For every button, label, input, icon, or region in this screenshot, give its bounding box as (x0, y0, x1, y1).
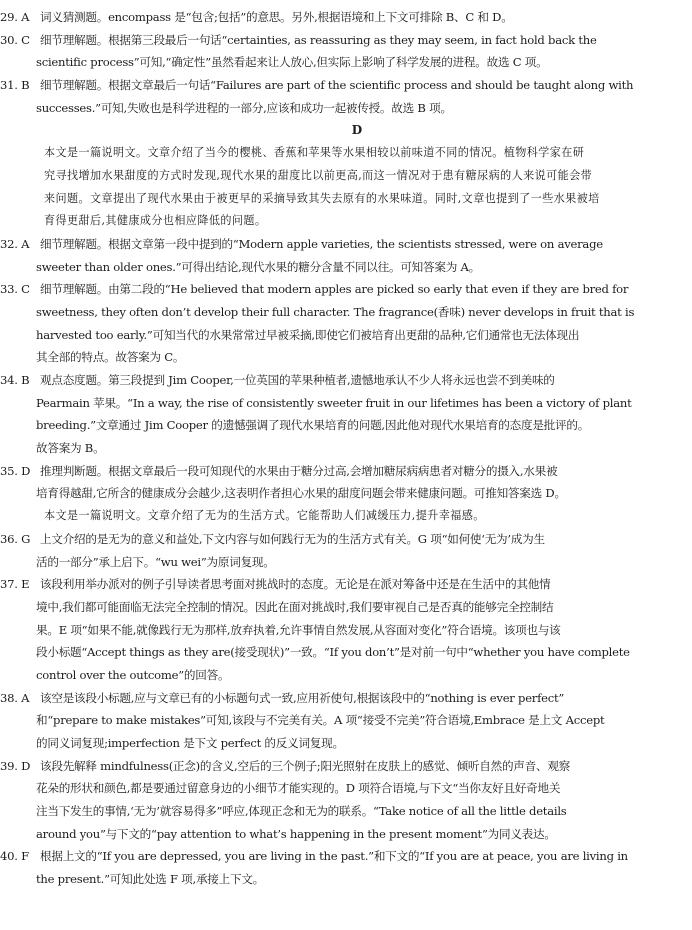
line-text: breeding.”文章通过 Jim Cooper 的遗憾强调了现代水果培育的问题,因此他对现代水果培育的态度是批评的。 (36, 418, 590, 433)
explanation-line (36, 800, 678, 823)
line-text: the present.”可知此处选 F 项,承接上下文。 (36, 872, 265, 887)
answer-explanations (0, 6, 678, 891)
line-text: Pearmain 苹果。“In a way, the rise of consistently sweeter fruit in our lifetimes has been a victory of plant (36, 395, 632, 410)
explanation-line (0, 528, 678, 551)
line-text: 细节理解题。根据文章最后一句话“Failures are part of the scientific process and should be taught along with (40, 78, 634, 93)
explanation-line (36, 777, 678, 800)
explanation-line (0, 755, 678, 778)
line-text: 注当下发生的事情,‘无为’就容易得多”呼应,体现正念和无为的联系。“Take notice of all the little details (36, 804, 567, 819)
line-text: 观点态度题。第三段提到 Jim Cooper,一位英国的苹果种植者,遗憾地承认不少人将永远也尝不到美味的 (40, 373, 555, 387)
question-answer: 38. A (0, 690, 30, 705)
line-text: sweetness, they often don’t develop their full character. The fragrance(香味) never develops in fruit that is (36, 304, 635, 319)
line-text: harvested too early.”可知当代的水果常常过早被采摘,即使它们被培育出更甜的品种,它们通常也无法体现出 (36, 327, 580, 342)
line-text: 本文是一篇说明文。文章介绍了当今的樱桃、香蕉和苹果等水果相较以前味道不同的情况。植物科学家在研 (44, 146, 585, 160)
explanation-line (36, 324, 678, 347)
explanation-line (36, 823, 678, 846)
explanation-line (36, 664, 678, 687)
line-text: 细节理解题。由第二段的“He believed that modern apples are picked so early that even if they are bred for (40, 282, 629, 297)
line-text: 花朵的形状和颜色,都是要通过留意身边的小细节才能实现的。D 项符合语境,与下文“当你友好且好奇地关 (36, 781, 561, 796)
line-text: successes.”可知,失败也是科学进程的一部分,应该和成功一起被传授。故选 B 项。 (36, 100, 452, 115)
line-text: 上文介绍的是无为的意义和益处,下文内容与如何践行无为的生活方式有关。G 项“如何使‘无为’成为生 (40, 531, 545, 546)
line-text: 根据上文的“If you are depressed, you are living in the past.”和下文的“If you are at peace, you are living in (40, 849, 628, 864)
passage-summary-line (36, 210, 678, 233)
line-text: 推理判断题。根据文章最后一段可知现代的水果由于糖分过高,会增加糖尿病病患者对糖分的摄入,水果被 (40, 463, 558, 478)
explanation-line (36, 437, 678, 460)
line-text: 究寻找增加水果甜度的方式时发现,现代水果的甜度比以前更高,而这一情况对于患有糖尿病的人来说可能会带 (44, 168, 593, 182)
explanation-line (36, 709, 678, 732)
line-text: 育得更甜后,其健康成分也相应降低的问题。 (44, 214, 267, 228)
line-text: 本文是一篇说明文。文章介绍了无为的生活方式。它能帮助人们减缓压力,提升幸福感。 (44, 509, 485, 523)
explanation-line (0, 233, 678, 256)
explanation-line (0, 29, 678, 52)
line-text: 故答案为 B。 (36, 441, 105, 456)
explanation-line (0, 845, 678, 868)
passage-summary-line (36, 142, 678, 165)
line-text: scientific process”可知,“确定性”虽然看起来让人放心,但实际上影响了科学发展的进程。故选 C 项。 (36, 55, 548, 70)
line-text: 和“prepare to make mistakes”可知,该段与不完美有关。A 项“接受不完美”符合语境,Embrace 是上文 Accept (36, 713, 605, 728)
explanation-line (36, 392, 678, 415)
line-text: 该段先解释 mindfulness(正念)的含义,空后的三个例子;阳光照射在皮肤上的感觉、倾听自然的声音、观察 (40, 758, 571, 773)
passage-summary-line (36, 505, 678, 528)
explanation-line (36, 868, 678, 891)
explanation-line (36, 51, 678, 74)
question-answer: 32. A (0, 236, 30, 251)
line-text: 词义猜测题。encompass 是“包含;包括”的意思。另外,根据语境和上下文可排除 B、C 和 D。 (40, 10, 513, 24)
line-text: 该空是该段小标题,应与文章已有的小标题句式一致,应用祈使句,根据该段中的“nothing is ever perfect” (40, 690, 565, 705)
line-text: 活的一部分”承上启下。“wu wei”为原词复现。 (36, 554, 275, 569)
line-text: 的同义词复现;imperfection 是下文 perfect 的反义词复现。 (36, 736, 344, 750)
explanation-line (36, 97, 678, 120)
question-answer: 36. G (0, 531, 31, 546)
line-text: 细节理解题。根据第三段最后一句话“certainties, as reassuring as they may seem, in fact hold back the (40, 32, 597, 47)
line-text: 该段利用举办派对的例子引导读者思考面对挑战时的态度。无论是在派对筹备中还是在生活中的其他情 (40, 577, 551, 592)
line-text: 细节理解题。根据文章第一段中提到的“Modern apple varieties, the scientists stressed, were on average (40, 236, 603, 251)
question-answer: 37. E (0, 577, 30, 592)
explanation-line (36, 301, 678, 324)
explanation-line (36, 641, 678, 664)
explanation-line (36, 256, 678, 279)
explanation-line (36, 619, 678, 642)
line-text: 来问题。文章提出了现代水果由于被更早的采摘导致其失去原有的水果味道。同时,文章也提到了一些水果被培 (44, 191, 600, 205)
line-text: 境中,我们都可能面临无法完全控制的情况。因此在面对挑战时,我们要审视自己是否真的能够完全控制结 (36, 599, 554, 614)
explanation-line (0, 460, 678, 483)
question-answer: 35. D (0, 463, 31, 478)
line-text: sweeter than older ones.”可得出结论,现代水果的糖分含量不同以往。可知答案为 A。 (36, 259, 480, 274)
passage-summary-line (36, 188, 678, 211)
line-text: 段小标题“Accept things as they are(接受现状)”一致。“If you don’t”是对前一句中“whether you have complete (36, 645, 630, 660)
question-answer: 31. B (0, 78, 30, 93)
question-answer: 39. D (0, 758, 31, 773)
explanation-line (0, 278, 678, 301)
explanation-line (0, 74, 678, 97)
question-answer: 29. A (0, 10, 30, 24)
passage-summary-line (36, 165, 678, 188)
line-text: 其全部的特点。故答案为 C。 (36, 350, 185, 365)
section-heading: D (351, 123, 363, 138)
question-answer: 34. B (0, 373, 30, 387)
explanation-line (36, 414, 678, 437)
question-answer: 30. C (0, 32, 30, 47)
line-text: control over the outcome”的回答。 (36, 667, 230, 682)
line-text: around you”与下文的“pay attention to what’s happening in the present moment”为同义表达。 (36, 826, 556, 841)
explanation-line (36, 732, 678, 755)
explanation-line (0, 573, 678, 596)
explanation-line (36, 551, 678, 574)
line-text: 果。E 项“如果不能,就像践行无为那样,放弃执着,允许事情自然发展,从容面对变化”符合语境。该项也与该 (36, 622, 561, 637)
explanation-line (0, 369, 678, 392)
line-text: 培育得越甜,它所含的健康成分会越少,这表明作者担心水果的甜度问题会带来健康问题。可推知答案选 D。 (36, 486, 566, 501)
explanation-line (36, 346, 678, 369)
question-answer: 40. F (0, 849, 29, 864)
explanation-line (36, 596, 678, 619)
question-answer: 33. C (0, 282, 30, 297)
explanation-line (0, 6, 678, 29)
explanation-line (0, 687, 678, 710)
explanation-line (36, 482, 678, 505)
